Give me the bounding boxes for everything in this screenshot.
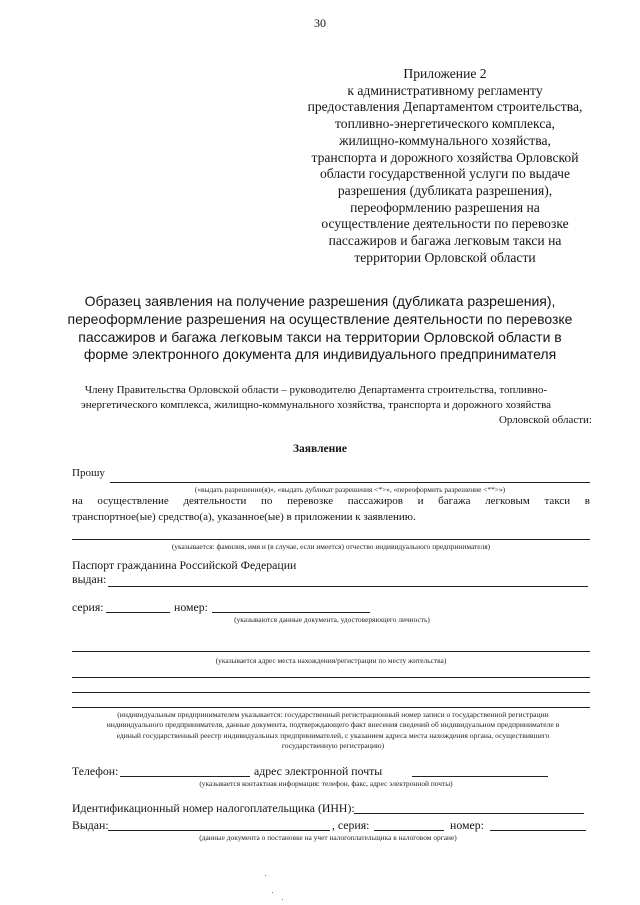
scan-speck bbox=[282, 899, 283, 900]
title-line: форме электронного документа для индивидуального предпринимателя bbox=[83, 346, 557, 363]
passport-label: Паспорт гражданина Российской Федерации bbox=[72, 558, 297, 572]
appendix-line: Приложение 2 bbox=[403, 66, 487, 81]
inn-number-field[interactable] bbox=[490, 830, 586, 831]
scan-speck bbox=[265, 875, 266, 876]
note-line: единый государственный реестр индивидуальных предпринимателей, с указанием адреса места нахождения органа, осуществившего bbox=[116, 730, 550, 740]
issued-label: выдан: bbox=[72, 572, 107, 586]
appendix-line: территории Орловской области bbox=[354, 249, 536, 265]
inn-field[interactable] bbox=[354, 813, 584, 814]
note-line: (индивидуальным предпринимателем указывается: государственный регистрационный номер записи о государственной регистрации bbox=[117, 710, 549, 719]
title-line: переоформление разрешения на осуществление деятельности по перевозке bbox=[67, 310, 573, 327]
passport-issued-field[interactable] bbox=[108, 586, 588, 587]
document-title bbox=[40, 293, 600, 364]
address-hint: (указывается адрес места нахождения/регистрации по месту жительства) bbox=[215, 656, 447, 665]
entrepreneur-name-field[interactable] bbox=[72, 539, 590, 540]
passport-series-field[interactable] bbox=[106, 612, 170, 613]
identity-hint: (указываются данные документа, удостоверяющего личность) bbox=[234, 615, 430, 624]
addressee-line: Члену Правительства Орловской области – руководителю Департамента строительства, топливно- bbox=[84, 384, 548, 396]
phone-label: Телефон: bbox=[72, 764, 119, 778]
inn-number-label: номер: bbox=[450, 818, 484, 832]
request-label: Прошу bbox=[72, 467, 105, 479]
purpose-text-line1: на осуществление деятельности по перевозке пассажиров и багажа легковым такси в bbox=[72, 495, 590, 507]
inn-issued-label: Выдан: bbox=[72, 818, 109, 832]
note-line: государственную регистрацию) bbox=[281, 741, 385, 751]
contact-hint: (указывается контактная информация: телефон, факс, адрес электронной почты) bbox=[199, 779, 453, 788]
registration-field-line[interactable] bbox=[72, 692, 590, 693]
inn-label: Идентификационный номер налогоплательщика (ИНН): bbox=[72, 801, 355, 815]
appendix-line: жилищно-коммунального хозяйства, bbox=[339, 132, 551, 148]
series-label: серия: bbox=[72, 600, 104, 614]
appendix-line: осуществление деятельности по перевозке bbox=[321, 216, 569, 232]
appendix-line: транспорта и дорожного хозяйства Орловской bbox=[311, 149, 579, 165]
inn-series-label: , серия: bbox=[332, 818, 370, 832]
appendix-reference bbox=[270, 66, 620, 266]
registration-note bbox=[72, 710, 594, 752]
title-line: пассажиров и багажа легковым такси на территории Орловской области в bbox=[78, 328, 562, 345]
page-number: 30 bbox=[314, 16, 326, 30]
email-field[interactable] bbox=[412, 776, 548, 777]
appendix-line: предоставления Департаментом строительства, bbox=[307, 99, 583, 115]
appendix-line: к административному регламенту bbox=[347, 82, 543, 98]
name-hint: (указывается: фамилия, имя и (в случае, если имеется) отчество индивидуального предпринимателя) bbox=[171, 542, 491, 551]
purpose-text-line2: транспортное(ые) средство(а), указанное(ые) в приложении к заявлению. bbox=[72, 511, 416, 523]
email-label: адрес электронной почты bbox=[254, 764, 383, 778]
inn-issued-field[interactable] bbox=[108, 830, 330, 831]
registration-field-line[interactable] bbox=[72, 677, 590, 678]
note-line: индивидуального предпринимателя, данные документа, подтверждающего факт внесения сведений об индивидуальном предпринимателе в bbox=[106, 720, 560, 730]
scan-speck bbox=[272, 892, 273, 893]
addressee bbox=[40, 383, 592, 428]
form-heading: Заявление bbox=[292, 443, 347, 455]
request-field[interactable] bbox=[110, 482, 590, 483]
request-hint: («выдать разрешение(я)», «выдать дубликат разрешения <*>», «переоформить разрешение <**>») bbox=[194, 485, 506, 494]
tax-hint: (данные документа о постановке на учет налогоплательщика в налоговом органе) bbox=[199, 833, 457, 842]
number-label: номер: bbox=[174, 600, 208, 614]
appendix-line: пассажиров и багажа легковым такси на bbox=[328, 233, 562, 249]
phone-field[interactable] bbox=[120, 776, 250, 777]
appendix-line: разрешения (дубликата разрешения), bbox=[337, 182, 553, 198]
appendix-line: топливно-энергетического комплекса, bbox=[335, 116, 555, 132]
inn-series-field[interactable] bbox=[374, 830, 444, 831]
appendix-line: области государственной услуги по выдаче bbox=[319, 166, 571, 182]
address-field[interactable] bbox=[72, 651, 590, 652]
registration-field-line[interactable] bbox=[72, 707, 590, 708]
addressee-line: энергетического комплекса, жилищно-коммунального хозяйства, транспорта и дорожного хозяйства bbox=[81, 399, 551, 411]
appendix-line: переоформлению разрешения на bbox=[350, 199, 540, 215]
passport-number-field[interactable] bbox=[212, 612, 370, 613]
title-line: Образец заявления на получение разрешения (дубликата разрешения), bbox=[84, 293, 556, 309]
addressee-line: Орловской области: bbox=[498, 414, 592, 426]
